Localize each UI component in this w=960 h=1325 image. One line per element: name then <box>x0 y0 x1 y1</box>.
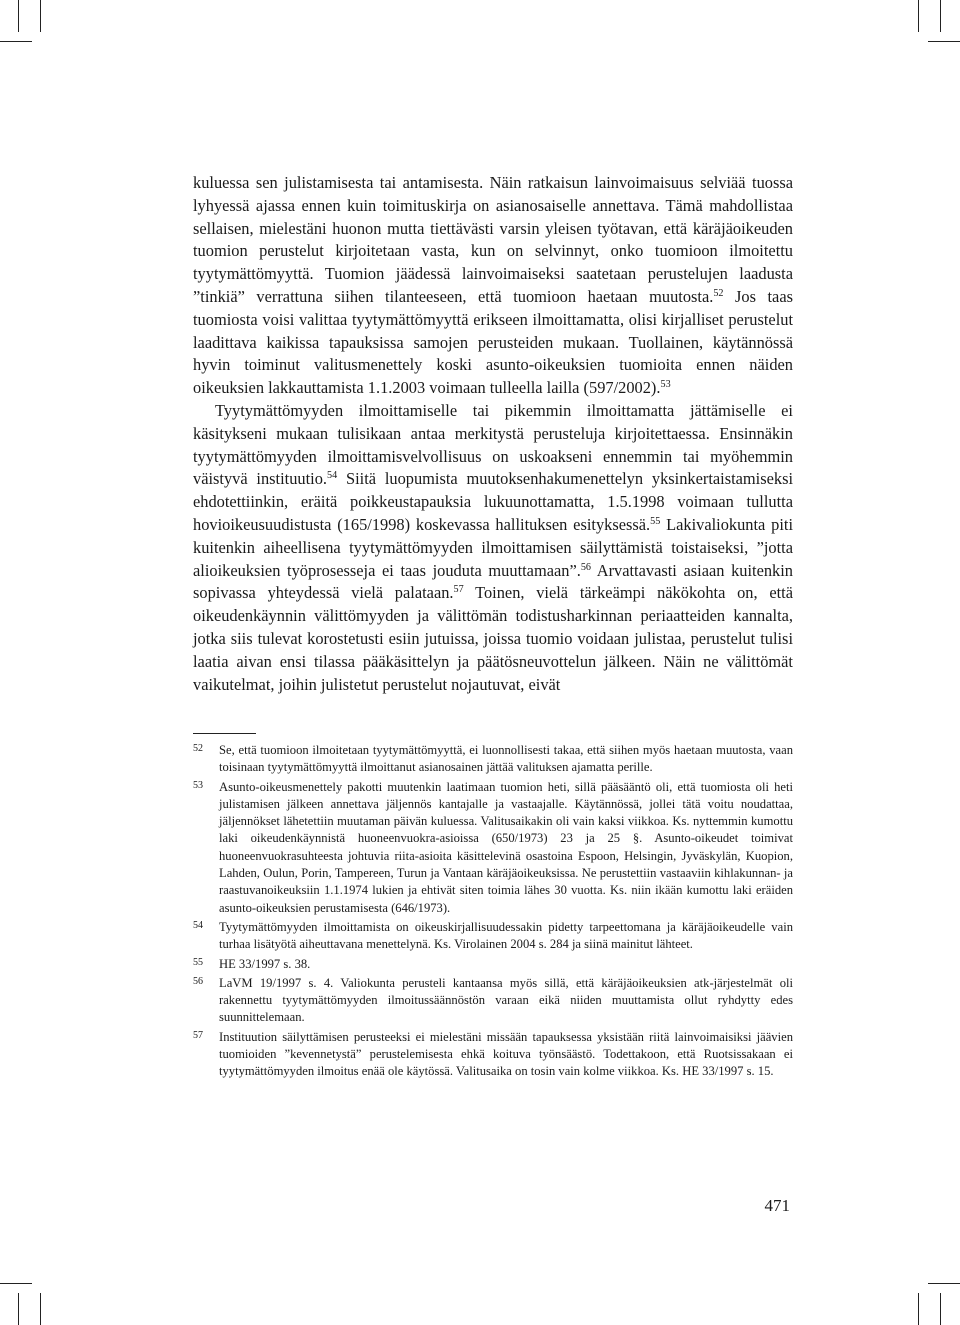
crop-mark <box>928 41 960 42</box>
footnote-number: 54 <box>193 919 203 931</box>
text-run: Siitä luopumista muutoksenhakumenettelyn yksinkertaistamiseksi ehdotettiinkin, eräitä poikkeustapauksia lukuunottamatta, 1.5.1998 voimaan tullutta hovioikeusuudistusta (165/1998) koskevassa hallituksen esityksessä. <box>193 469 793 534</box>
footnote-ref[interactable]: 55 <box>650 515 661 527</box>
footnote <box>193 1029 793 1081</box>
footnote-ref[interactable]: 52 <box>713 287 724 299</box>
crop-mark <box>18 1293 19 1325</box>
text-run: Lakivaliokunta piti kuitenkin aiheellisena tyytymättömyyden ilmoittamisen säilyttämistä toistaiseksi, ”jotta alioikeuksien työprosesseja ei taas jouduta muuttamaan”. <box>193 514 793 580</box>
text-run: Tyytymättömyyden ilmoittamiselle tai pikemmin ilmoittamatta jättämiselle ei käsitykseni mukaan tulisikaan antaa merkitystä perusteluja kirjoitettaessa. Ensinnäkin tyytymättömyyden ilmoittamisvelvollisuus on uskoakseni ennemmin tai myöhemmin väistyvä instituutio. <box>193 400 793 489</box>
footnote <box>193 975 793 1027</box>
footnote-ref[interactable]: 54 <box>327 470 338 482</box>
footnote <box>193 919 793 954</box>
footnotes <box>193 742 793 1083</box>
footnote-number: 55 <box>193 956 203 968</box>
crop-mark <box>0 1283 32 1284</box>
footnote-number: 56 <box>193 975 203 987</box>
footnote-ref[interactable]: 53 <box>660 379 671 391</box>
crop-mark <box>40 1293 41 1325</box>
footnote <box>193 742 793 777</box>
body-text <box>193 172 793 696</box>
crop-mark <box>928 1283 960 1284</box>
text-run: Arvattavasti asiaan kuitenkin sopivassa yhteydessä vielä palataan. <box>193 560 794 603</box>
crop-mark <box>918 1293 919 1325</box>
footnote-text: Tyytymättömyyden ilmoittamista on oikeuskirjallisuudessakin pidetty tarpeettomana ja käräjäoikeudelle vain turhaa lisätyötä aiheuttavana menettelynä. Ks. Virolainen 2004 s. 284 ja siinä mainitut lähteet. <box>219 919 793 952</box>
footnote-text: LaVM 19/1997 s. 4. Valiokunta perusteli kantaansa myös sillä, että käräjäoikeuksien atk-järjestelmät oli rakennettu tyytymättömyyden ilmoitussäännöstön varaan eikä niiden muuttamista ollut ryhdytty edes suunnittelemaan. <box>219 975 793 1025</box>
crop-mark <box>18 0 19 32</box>
footnote <box>193 779 793 917</box>
footnote-number: 57 <box>193 1029 203 1041</box>
crop-mark <box>918 0 919 32</box>
footnote-text: Asunto-oikeusmenettely pakotti muutenkin laatimaan tuomion heti, sillä pääsääntö oli, että tuomiosta oli heti julistamisen jälkeen annettava jäljennös kantajalle ja vastaajalle. Käytännössä, jollei tätä voitu noudattaa, jäljennökset lähetettiin muutaman päivän kuluessa. Valitusaikakin oli vain kaksi viikkoa. Ks. nyttemmin kumottu laki oikeudenkäynnistä huoneenvuokra-asioissa (650/1973) 23 ja 25 §. Asunto-oikeudet toimivat huoneenvuokrasuhteesta johtuvia riita-asioita käsittelevinä osastoina Espoon, Helsingin, Jyväskylän, Kuopion, Lahden, Oulun, Porin, Tampereen, Turun ja Vantaan käräjäoikeuksissa. Ne perustettiin vastaaviin kihlakunnan- ja raastuvanoikeuksiin 1.1.1974 lukien ja ehtivät siten toimia lähes 30 vuotta. Ks. niin ikään kumottu laki eräiden asunto-oikeuksien perustamisesta (646/1973). <box>219 779 793 915</box>
text-run: kuluessa sen julistamisesta tai antamisesta. Näin ratkaisun lainvoimaisuus selviää tuossa lyhyessä ajassa ennen kuin toimituskirja on asianosaiselle annettava. Tämä mahdollistaa sellaisen, mielestäni huonon mutta tiettävästi varsin yleisen työtavan, että käräjäoikeuden tuomion perustelut kirjoitetaan vasta, kun on selvinnyt, onko tuomioon ilmoitettu tyytymättömyyttä. Tuomion jäädessä lainvoimaiseksi saatetaan perustelujen laadusta ”tinkiä” verrattuna siihen tilanteeseen, että tuomioon haetaan muutosta. <box>193 173 793 306</box>
footnote-text: HE 33/1997 s. 38. <box>219 956 311 971</box>
crop-mark <box>940 0 941 32</box>
paragraph <box>193 172 793 400</box>
footnote-text: Se, että tuomioon ilmoitetaan tyytymättömyyttä, ei luonnollisesti takaa, että siihen myös haetaan muutosta, vaan toisinaan tyytymättömyyttä ilmoittanut asianosainen jättää valituksen ajamatta perille. <box>219 743 793 775</box>
paragraph <box>193 400 793 696</box>
footnote-number: 52 <box>193 743 203 754</box>
text-run: Toinen, vielä tärkeämpi näkökohta on, että oikeudenkäynnin välittömyyden ja välittömän todistusharkinnan periaatteiden kannalta, jotka siis tulevat korostetusti esiin jutuissa, joissa tuomio voidaan julistaa, perustelut tulisi laatia aivan ensi tilassa pääkäsittelyn ja päätösneuvottelun jälkeen. Näin ne välittömät vaikutelmat, joihin julistetut perustelut nojautuvat, eivät <box>193 583 793 694</box>
crop-mark <box>40 0 41 32</box>
footnote-divider <box>193 733 256 734</box>
crop-mark <box>940 1293 941 1325</box>
footnote-ref[interactable]: 56 <box>580 561 591 573</box>
crop-mark <box>0 41 32 42</box>
page-number: 471 <box>764 1196 790 1215</box>
footnote-number: 53 <box>193 779 203 791</box>
footnote-ref[interactable]: 57 <box>453 584 464 596</box>
text-run: Jos taas tuomiosta voisi valittaa tyytymättömyyttä erikseen ilmoittamatta, olisi kirjalliset perustelut laadittava kaikissa tapauksissa samojen perusteiden mukaan. Tuollainen, käytännössä hyvin toiminut valitusmenettely koski asunto-oikeuksien tuomioita ennen näiden oikeuksien lakkauttamista 1.1.2003 voimaan tulleella lailla (597/2002). <box>193 286 793 398</box>
footnote <box>193 956 793 973</box>
footnote-text: Instituution säilyttämisen perusteeksi ei mielestäni missään tapauksessa yksistään riitä lainvoimaisiksi jäävien tuomioiden ”kevennetystä” perustelemisesta ehkä koituva työnsäästö. Todettakoon, että Ruotsissakaan ei tyytymättömyyden ilmoitus enää ole käytössä. Valitusaika on tosin vain kolme viikkoa. Ks. HE 33/1997 s. 15. <box>219 1029 793 1079</box>
